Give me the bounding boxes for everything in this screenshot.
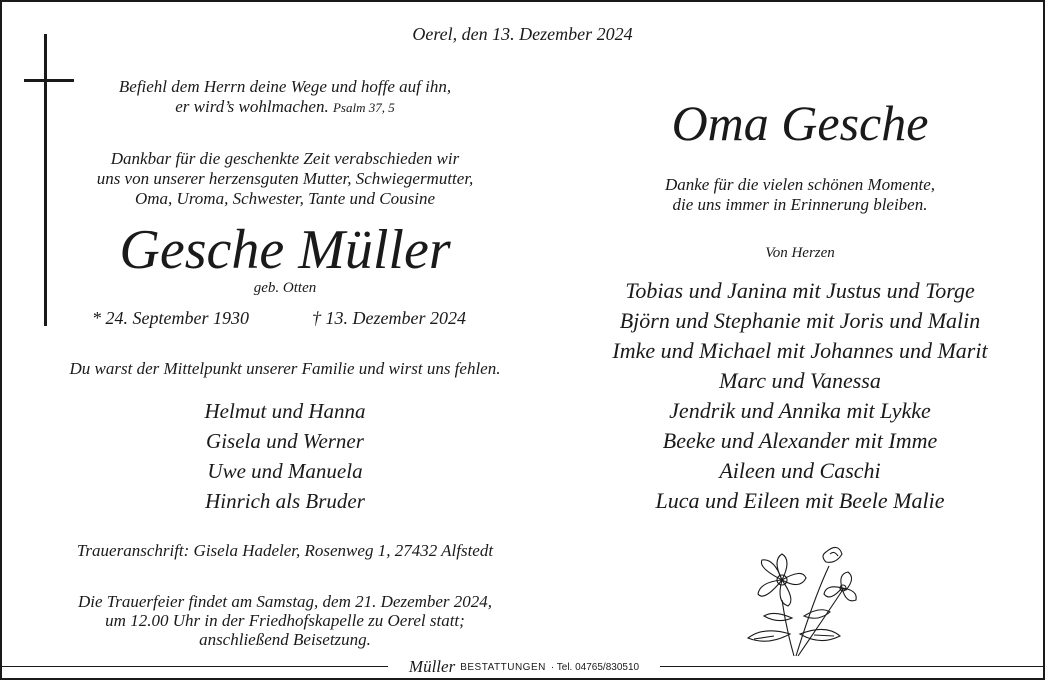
maiden-name: geb. Otten [253, 280, 317, 296]
verse-reference: Psalm 37, 5 [332, 100, 395, 115]
verse-line-2 [20, 97, 550, 118]
grandchildren-list [560, 276, 1040, 516]
right-title: Oma Gesche [671, 95, 929, 151]
from-heart: Von Herzen [765, 245, 835, 261]
family-member: Helmut und Hanna [204, 399, 366, 423]
funeral-home-phone: · Tel. 04765/830510 [550, 661, 640, 673]
grandchild-entry: Imke und Michael mit Johannes und Marit [612, 338, 988, 363]
service-line: anschließend Beisetzung. [199, 630, 371, 649]
intro-line: Oma, Uroma, Schwester, Tante und Cousine [134, 189, 436, 208]
birth-date: * 24. September 1930 [92, 308, 249, 328]
grandchild-entry: Marc und Vanessa [719, 368, 881, 393]
footer [0, 657, 1045, 679]
family-list [20, 396, 550, 516]
service-line: um 12.00 Uhr in der Friedhofskapelle zu Oerel statt; [105, 611, 465, 630]
intro-line: Dankbar für die geschenkte Zeit verabschieden wir [110, 149, 460, 168]
center-text: Du warst der Mittelpunkt unserer Familie und wirst uns fehlen. [69, 359, 501, 378]
death-date: † 13. Dezember 2024 [312, 308, 466, 328]
thanks-line: die uns immer in Erinnerung bleiben. [672, 195, 928, 214]
family-member: Hinrich als Bruder [205, 489, 365, 513]
verse-line-1: Befiehl dem Herrn deine Wege und hoffe auf ihn, [118, 77, 452, 96]
grandchild-entry: Björn und Stephanie mit Joris und Malin [619, 308, 981, 333]
footer-credit [388, 657, 660, 677]
grandchild-entry: Beeke und Alexander mit Imme [662, 428, 938, 453]
thanks-text [560, 175, 1040, 215]
grandchild-entry: Tobias und Janina mit Justus und Torge [625, 278, 975, 303]
verse-line-2-text: er wird’s wohlmachen. [175, 97, 329, 116]
funeral-home-firm: BESTATTUNGEN [460, 661, 546, 673]
flower-icon [734, 538, 864, 658]
family-member: Uwe und Manuela [207, 459, 363, 483]
grandchild-entry: Jendrik und Annika mit Lykke [669, 398, 931, 423]
deceased-name: Gesche Müller [119, 219, 451, 281]
bible-verse [20, 77, 550, 118]
service-line: Die Trauerfeier findet am Samstag, dem 21. Dezember 2024, [77, 592, 493, 611]
service-info [20, 592, 550, 649]
mourning-address: Traueranschrift: Gisela Hadeler, Rosenweg 1, 27432 Alfstedt [76, 541, 494, 560]
date-line: Oerel, den 13. Dezember 2024 [412, 24, 633, 44]
grandchild-entry: Aileen und Caschi [719, 458, 881, 483]
thanks-line: Danke für die vielen schönen Momente, [664, 175, 936, 194]
family-member: Gisela und Werner [206, 429, 364, 453]
grandchild-entry: Luca und Eileen mit Beele Malie [655, 488, 945, 513]
intro-line: uns von unserer herzensguten Mutter, Schwiegermutter, [96, 169, 474, 188]
intro-text [20, 149, 550, 209]
funeral-home-signature: Müller [408, 657, 456, 676]
